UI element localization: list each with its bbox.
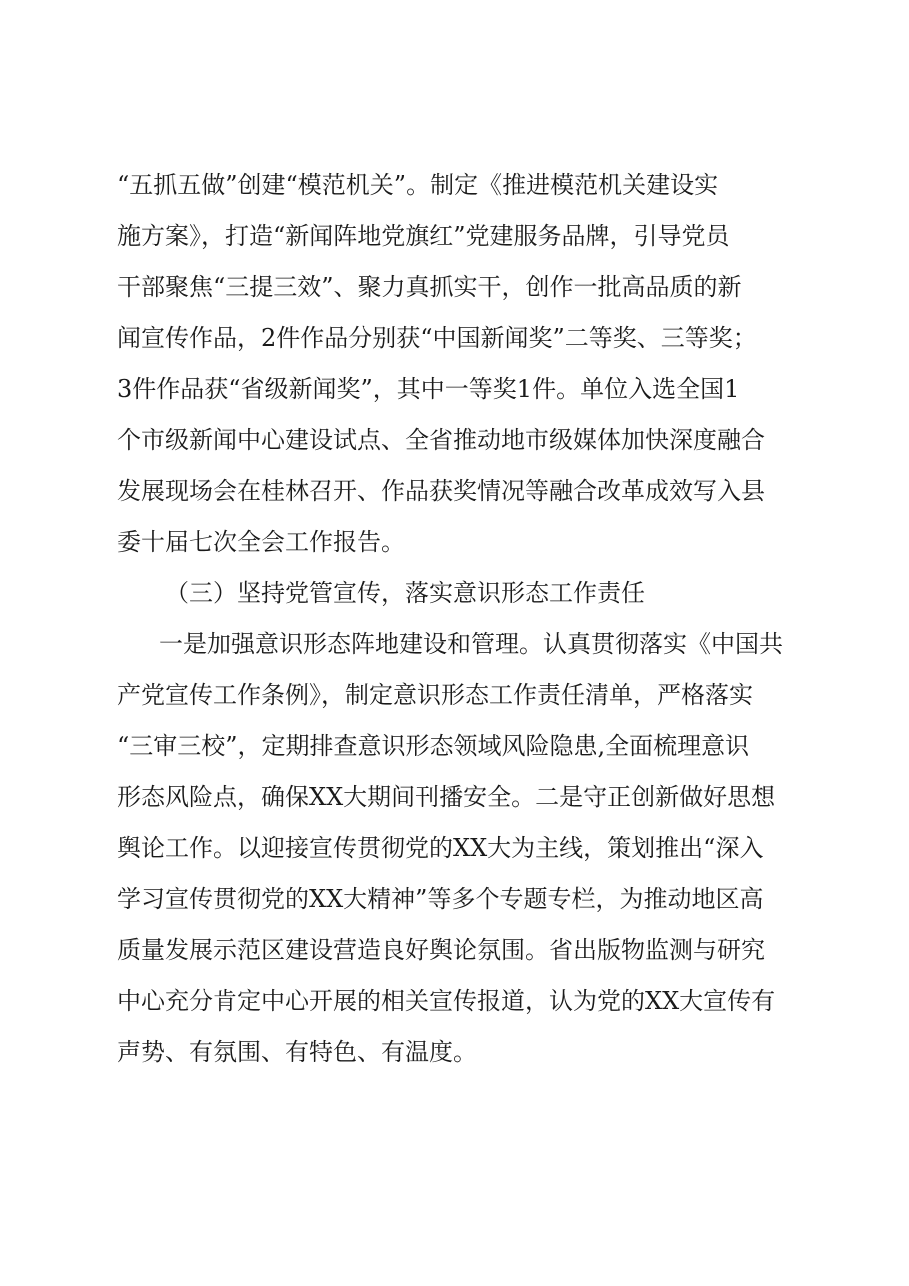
paragraph-line: 中心充分肯定中心开展的相关宣传报道，认为党的XX大宣传有 <box>117 987 776 1015</box>
paragraph-line: 舆论工作。以迎接宣传贯彻党的XX大为主线，策划推出“深入 <box>117 834 764 862</box>
paragraph-line: “三审三校”，定期排查意识形态领域风险隐患,全面梳理意识 <box>117 732 750 760</box>
paragraph-line: 一是加强意识形态阵地建设和管理。认真贯彻落实《中国共 <box>159 630 783 658</box>
paragraph-line: “五抓五做”创建“模范机关”。制定《推进模范机关建设实 <box>117 171 719 199</box>
section-heading: （三）坚持党管宣传，落实意识形态工作责任 <box>165 579 645 607</box>
paragraph-line: 发展现场会在桂林召开、作品获奖情况等融合改革成效写入县 <box>117 477 765 505</box>
paragraph-line: 个市级新闻中心建设试点、全省推动地市级媒体加快深度融合 <box>117 426 765 454</box>
paragraph-line: 3件作品获“省级新闻奖”，其中一等奖1件。单位入选全国1 <box>117 375 740 403</box>
paragraph-line: 质量发展示范区建设营造良好舆论氛围。省出版物监测与研究 <box>117 936 765 964</box>
paragraph-line: 产党宣传工作条例》，制定意识形态工作责任清单，严格落实 <box>117 681 753 709</box>
paragraph-line: 形态风险点，确保XX大期间刊播安全。二是守正创新做好思想 <box>117 783 776 811</box>
paragraph-line: 干部聚焦“三提三效”、聚力真抓实干，创作一批高品质的新 <box>117 273 742 301</box>
paragraph-line: 学习宣传贯彻党的XX大精神”等多个专题专栏，为推动地区高 <box>117 885 764 913</box>
paragraph-line: 声势、有氛围、有特色、有温度。 <box>117 1038 477 1066</box>
paragraph-line: 闻宣传作品，2件作品分别获“中国新闻奖”二等奖、三等奖； <box>117 324 757 352</box>
paragraph-line: 施方案》，打造“新闻阵地党旗红”党建服务品牌，引导党员 <box>117 222 730 250</box>
paragraph-line: 委十届七次全会工作报告。 <box>117 528 405 556</box>
